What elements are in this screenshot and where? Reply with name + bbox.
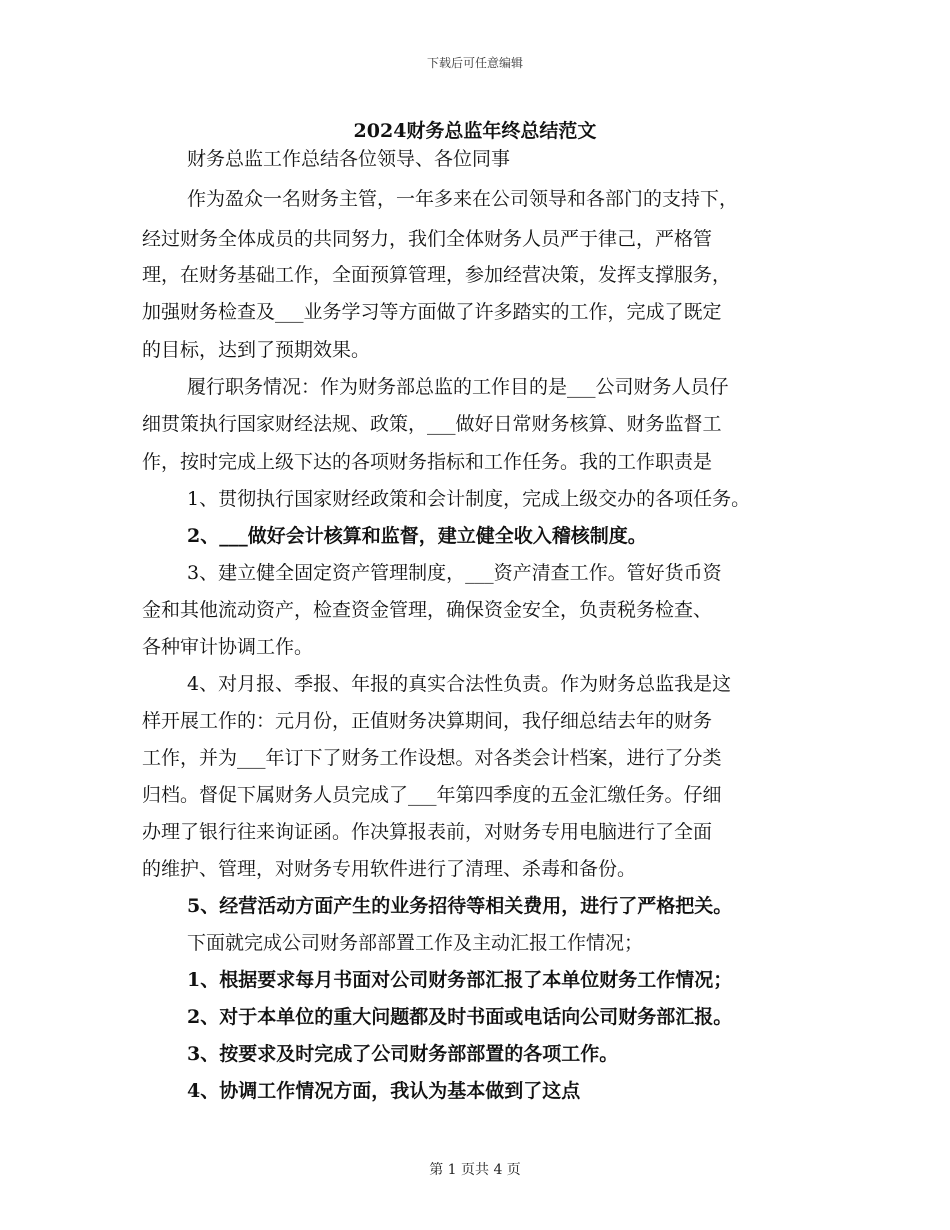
paragraph-line: 归档。督促下属财务人员完成了___年第四季度的五金汇缴任务。仔细: [142, 784, 722, 806]
paragraph-line: 4、对月报、季报、年报的真实合法性负责。作为财务总监我是这: [187, 673, 732, 695]
paragraph-line-bold: 1、根据要求每月书面对公司财务部汇报了本单位财务工作情况；: [187, 969, 733, 991]
paragraph-line: 工作，并为___年订下了财务工作设想。对各类会计档案，进行了分类: [142, 747, 722, 769]
paragraph-line: 3、建立健全固定资产管理制度，___资产清查工作。管好货币资: [187, 562, 722, 584]
paragraph-line-bold: 3、按要求及时完成了公司财务部部置的各项工作。: [187, 1043, 619, 1065]
paragraph-line: 加强财务检查及___业务学习等方面做了许多踏实的工作，完成了既定: [142, 301, 722, 323]
paragraph-line: 下面就完成公司财务部部置工作及主动汇报工作情况；: [187, 932, 644, 954]
paragraph-line: 金和其他流动资产，检查资金管理，确保资金安全，负责税务检查、: [142, 599, 713, 621]
paragraph-line: 1、贯彻执行国家财经政策和会计制度，完成上级交办的各项任务。: [187, 488, 751, 510]
paragraph-line-bold: 4、协调工作情况方面，我认为基本做到了这点: [187, 1080, 581, 1102]
page-header-note: 下载后可任意编辑: [426, 56, 523, 70]
paragraph-line: 经过财务全体成员的共同努力，我们全体财务人员严于律己，严格管: [142, 228, 713, 250]
document-title: 2024财务总监年终总结范文: [353, 120, 597, 142]
page-number: 第 1 页共 4 页: [429, 1162, 521, 1178]
paragraph-line: 作，按时完成上级下达的各项财务指标和工作任务。我的工作职责是: [142, 451, 713, 473]
paragraph-line-bold: 5、经营活动方面产生的业务招待等相关费用，进行了严格把关。: [187, 895, 733, 917]
paragraph-line-bold: 2、___做好会计核算和监督，建立健全收入稽核制度。: [187, 525, 647, 547]
paragraph-line: 各种审计协调工作。: [142, 636, 314, 658]
paragraph-line: 样开展工作的：元月份，正值财务决算期间，我仔细总结去年的财务: [142, 710, 713, 732]
paragraph-line: 作为盈众一名财务主管，一年多来在公司领导和各部门的支持下，: [187, 188, 739, 210]
paragraph-line: 的目标，达到了预期效果。: [142, 339, 371, 361]
paragraph-line-bold: 2、对于本单位的重大问题都及时书面或电话向公司财务部汇报。: [187, 1006, 733, 1028]
paragraph-line: 财务总监工作总结各位领导、各位同事: [187, 148, 511, 170]
paragraph-line: 理，在财务基础工作，全面预算管理，参加经营决策，发挥支撑服务，: [142, 264, 732, 286]
paragraph-line: 的维护、管理，对财务专用软件进行了清理、杀毒和备份。: [142, 858, 637, 880]
paragraph-line: 细贯策执行国家财经法规、政策，___做好日常财务核算、财务监督工: [142, 413, 722, 435]
paragraph-line: 办理了银行往来询证函。作决算报表前，对财务专用电脑进行了全面: [142, 821, 713, 843]
paragraph-line: 履行职务情况：作为财务部总监的工作目的是___公司财务人员仔: [187, 376, 729, 398]
